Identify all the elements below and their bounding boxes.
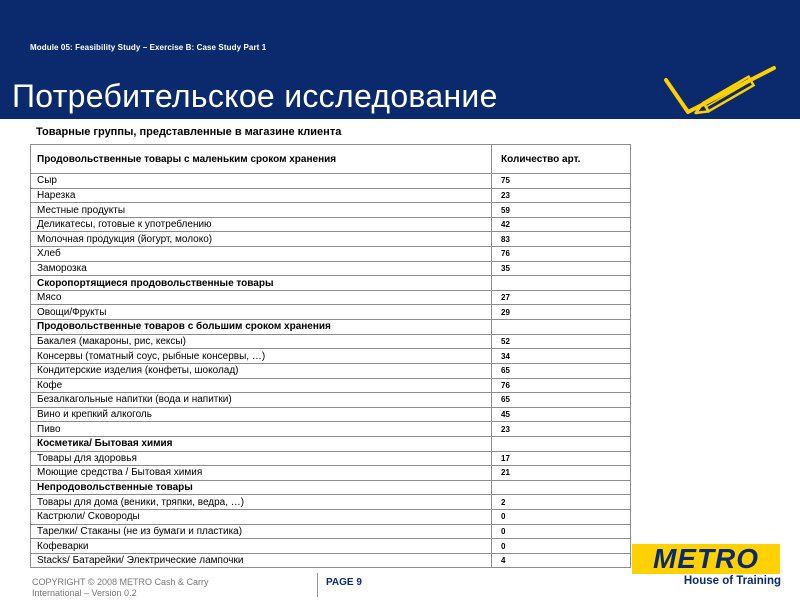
product-group-name: Кофе xyxy=(31,378,492,393)
table-row xyxy=(31,495,631,510)
article-count: 0 xyxy=(492,510,631,525)
product-group-name: Хлеб xyxy=(31,247,492,262)
table-row xyxy=(31,261,631,276)
page-number: PAGE 9 xyxy=(326,577,362,588)
article-count: 76 xyxy=(492,378,631,393)
article-count xyxy=(492,320,631,335)
table-row xyxy=(31,217,631,232)
product-group-name: Товары для дома (веники, тряпки, ведра, …) xyxy=(31,495,492,510)
table-row xyxy=(31,247,631,262)
copyright xyxy=(32,577,209,599)
table-row xyxy=(31,524,631,539)
product-group-name: Кондитерские изделия (конфеты, шоколад) xyxy=(31,363,492,378)
footer-divider xyxy=(317,573,318,597)
article-count: 4 xyxy=(492,553,631,568)
product-group-name: Моющие средства / Бытовая химия xyxy=(31,466,492,481)
table-row xyxy=(31,451,631,466)
product-group-name: Безалкагольные напитки (вода и напитки) xyxy=(31,393,492,408)
copyright-line-1: COPYRIGHT © 2008 METRO Cash & Carry xyxy=(32,577,209,587)
article-count xyxy=(492,276,631,291)
category-label: Скоропортящиеся продовольственные товары xyxy=(31,276,492,291)
pencil-check-icon xyxy=(662,60,780,118)
category-row xyxy=(31,480,631,495)
table-row xyxy=(31,539,631,554)
table-caption: Товарные группы, представленные в магазине клиента xyxy=(36,126,342,138)
product-group-name: Вино и крепкий алкоголь xyxy=(31,407,492,422)
category-row xyxy=(31,276,631,291)
table-row xyxy=(31,203,631,218)
product-group-name: Сыр xyxy=(31,174,492,189)
table-row xyxy=(31,363,631,378)
product-group-name: Пиво xyxy=(31,422,492,437)
header-banner xyxy=(0,0,800,119)
product-group-name: Тарелки/ Стаканы (не из бумаги и пластика) xyxy=(31,524,492,539)
column-header-qty: Количество арт. xyxy=(492,145,631,174)
module-label: Module 05: Feasibility Study – Exercise B: Case Study Part 1 xyxy=(30,43,267,52)
table-row xyxy=(31,510,631,525)
article-count: 65 xyxy=(492,393,631,408)
article-count: 17 xyxy=(492,451,631,466)
article-count: 65 xyxy=(492,363,631,378)
product-group-name: Консервы (томатный соус, рыбные консервы, …) xyxy=(31,349,492,364)
article-count: 75 xyxy=(492,174,631,189)
category-row xyxy=(31,320,631,335)
page-title: Потребительское исследование xyxy=(12,78,498,114)
category-label: Продовольственные товаров с большим сроком хранения xyxy=(31,320,492,335)
article-count: 21 xyxy=(492,466,631,481)
product-group-name: Заморозка xyxy=(31,261,492,276)
article-count xyxy=(492,480,631,495)
table-row xyxy=(31,553,631,568)
product-group-name: Бакалея (макароны, рис, кексы) xyxy=(31,334,492,349)
metro-logo xyxy=(632,544,780,574)
table-row xyxy=(31,466,631,481)
product-group-name: Stacks/ Батарейки/ Электрические лампочки xyxy=(31,553,492,568)
category-label: Непродовольственные товары xyxy=(31,480,492,495)
article-count: 76 xyxy=(492,247,631,262)
product-group-name: Кофеварки xyxy=(31,539,492,554)
table-row xyxy=(31,174,631,189)
product-group-name: Молочная продукция (йогурт, молоко) xyxy=(31,232,492,247)
article-count xyxy=(492,436,631,451)
house-of-training-label: House of Training xyxy=(683,575,781,587)
category-row xyxy=(31,436,631,451)
product-group-name: Кастрюли/ Сковороды xyxy=(31,510,492,525)
article-count: 27 xyxy=(492,290,631,305)
table-row xyxy=(31,422,631,437)
table-row xyxy=(31,378,631,393)
article-count: 29 xyxy=(492,305,631,320)
product-group-name: Деликатесы, готовые к употреблению xyxy=(31,217,492,232)
article-count: 59 xyxy=(492,203,631,218)
article-count: 52 xyxy=(492,334,631,349)
article-count: 2 xyxy=(492,495,631,510)
table-row xyxy=(31,232,631,247)
product-group-name: Мясо xyxy=(31,290,492,305)
copyright-line-2: International – Version 0.2 xyxy=(32,588,137,598)
product-groups-table xyxy=(30,144,631,568)
article-count: 45 xyxy=(492,407,631,422)
product-group-name: Местные продукты xyxy=(31,203,492,218)
table-row xyxy=(31,393,631,408)
table-row xyxy=(31,407,631,422)
product-group-name: Товары для здоровья xyxy=(31,451,492,466)
article-count: 35 xyxy=(492,261,631,276)
article-count: 83 xyxy=(492,232,631,247)
article-count: 23 xyxy=(492,422,631,437)
column-header-group: Продовольственные товары с маленьким сроком хранения xyxy=(31,145,492,174)
table-row xyxy=(31,188,631,203)
product-group-name: Нарезка xyxy=(31,188,492,203)
article-count: 23 xyxy=(492,188,631,203)
table-row xyxy=(31,290,631,305)
table-row xyxy=(31,305,631,320)
article-count: 0 xyxy=(492,524,631,539)
article-count: 42 xyxy=(492,217,631,232)
article-count: 0 xyxy=(492,539,631,554)
category-label: Косметика/ Бытовая химия xyxy=(31,436,492,451)
table-row xyxy=(31,334,631,349)
product-group-name: Овощи/Фрукты xyxy=(31,305,492,320)
metro-logo-text: METRO xyxy=(652,543,760,574)
table-header-row xyxy=(31,145,631,174)
table-row xyxy=(31,349,631,364)
article-count: 34 xyxy=(492,349,631,364)
